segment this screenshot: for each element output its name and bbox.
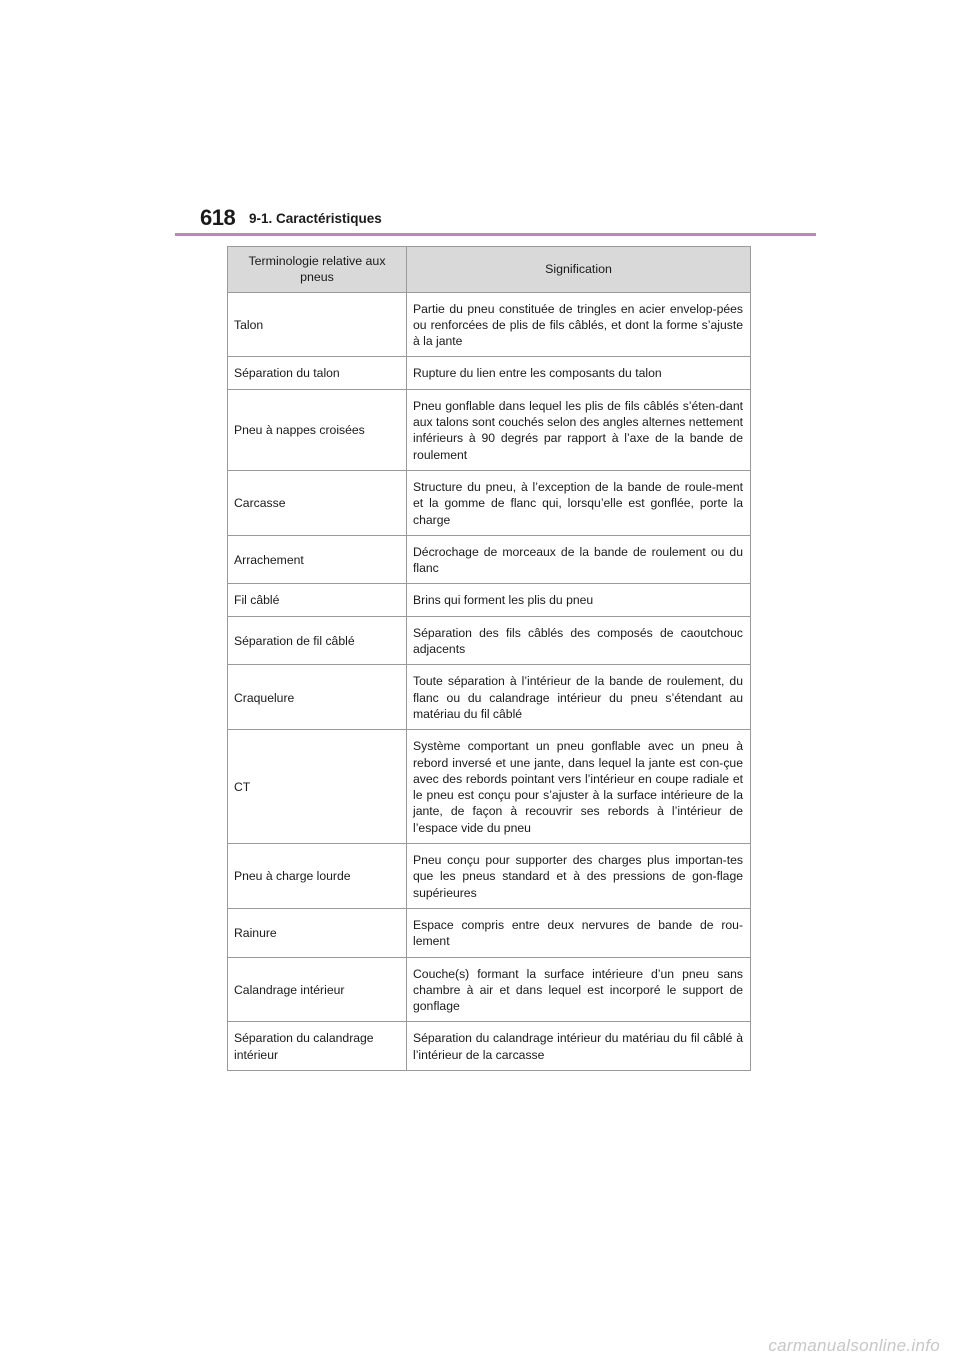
term-cell: Fil câblé: [228, 584, 407, 616]
meaning-cell: Décrochage de morceaux de la bande de roulement ou du flanc: [407, 535, 751, 584]
table-row: [228, 908, 751, 957]
meaning-cell: Séparation des fils câblés des composés de caoutchouc adjacents: [407, 616, 751, 665]
table-row: [228, 1022, 751, 1071]
meaning-cell: Toute séparation à l’intérieur de la bande de roulement, du flanc ou du calandrage intérieur du pneu s’étendant au matériau du fil câblé: [407, 665, 751, 730]
page-number: 618: [200, 205, 236, 230]
table-row: [228, 730, 751, 844]
header-divider: [175, 233, 816, 236]
term-cell: Calandrage intérieur: [228, 957, 407, 1022]
table-row: [228, 292, 751, 357]
meaning-cell: Brins qui forment les plis du pneu: [407, 584, 751, 616]
watermark-link[interactable]: carmanualsonline.info: [768, 1336, 940, 1355]
meaning-cell: Structure du pneu, à l’exception de la bande de roule-ment et la gomme de flanc qui, lorsqu’elle est gonflée, porte la charge: [407, 470, 751, 535]
term-cell: Craquelure: [228, 665, 407, 730]
term-cell: Séparation de fil câblé: [228, 616, 407, 665]
table-row: [228, 389, 751, 470]
meaning-cell: Séparation du calandrage intérieur du matériau du fil câblé à l’intérieur de la carcasse: [407, 1022, 751, 1071]
term-cell: CT: [228, 730, 407, 844]
column-header-term: Terminologie relative aux pneus: [228, 247, 407, 293]
meaning-cell: Espace compris entre deux nervures de bande de rou-lement: [407, 908, 751, 957]
table-row: [228, 616, 751, 665]
meaning-cell: Pneu gonflable dans lequel les plis de fils câblés s’éten-dant aux talons sont couchés selon des angles alternes nettement inférieurs à 90 degrés par rapport à l’axe de la bande de roulement: [407, 389, 751, 470]
meaning-cell: Pneu conçu pour supporter des charges plus importan-tes que les pneus standard et à des pressions de gon-flage supérieures: [407, 844, 751, 909]
term-cell: Carcasse: [228, 470, 407, 535]
term-cell: Talon: [228, 292, 407, 357]
table-row: [228, 957, 751, 1022]
table-row: [228, 665, 751, 730]
term-cell: Pneu à charge lourde: [228, 844, 407, 909]
table-row: [228, 470, 751, 535]
table-row: [228, 844, 751, 909]
term-cell: Séparation du calandrage intérieur: [228, 1022, 407, 1071]
meaning-cell: Partie du pneu constituée de tringles en acier envelop-pées ou renforcées de plis de fils câblés, et dont la forme s’ajuste à la jante: [407, 292, 751, 357]
table-row: [228, 584, 751, 616]
table-header-row: [228, 247, 751, 293]
meaning-cell: Couche(s) formant la surface intérieure d’un pneu sans chambre à air et dans lequel est incorporé le support de gonflage: [407, 957, 751, 1022]
table-row: [228, 357, 751, 389]
section-title: 9-1. Caractéristiques: [249, 211, 382, 226]
page-header: [200, 201, 816, 233]
meaning-cell: Système comportant un pneu gonflable avec un pneu à rebord inversé et une jante, dans lequel la jante est con-çue avec des rebords pointant vers l’intérieur en coupe radiale et le pneu est conçu pour s’ajuster à la surface intérieure de la jante, de façon à recouvrir ses rebords à l’intérieur de l’espace vide du pneu: [407, 730, 751, 844]
term-cell: Arrachement: [228, 535, 407, 584]
column-header-meaning: Signification: [407, 247, 751, 293]
term-cell: Séparation du talon: [228, 357, 407, 389]
meaning-cell: Rupture du lien entre les composants du talon: [407, 357, 751, 389]
tire-terminology-table: [227, 246, 751, 1071]
term-cell: Rainure: [228, 908, 407, 957]
table-row: [228, 535, 751, 584]
term-cell: Pneu à nappes croisées: [228, 389, 407, 470]
